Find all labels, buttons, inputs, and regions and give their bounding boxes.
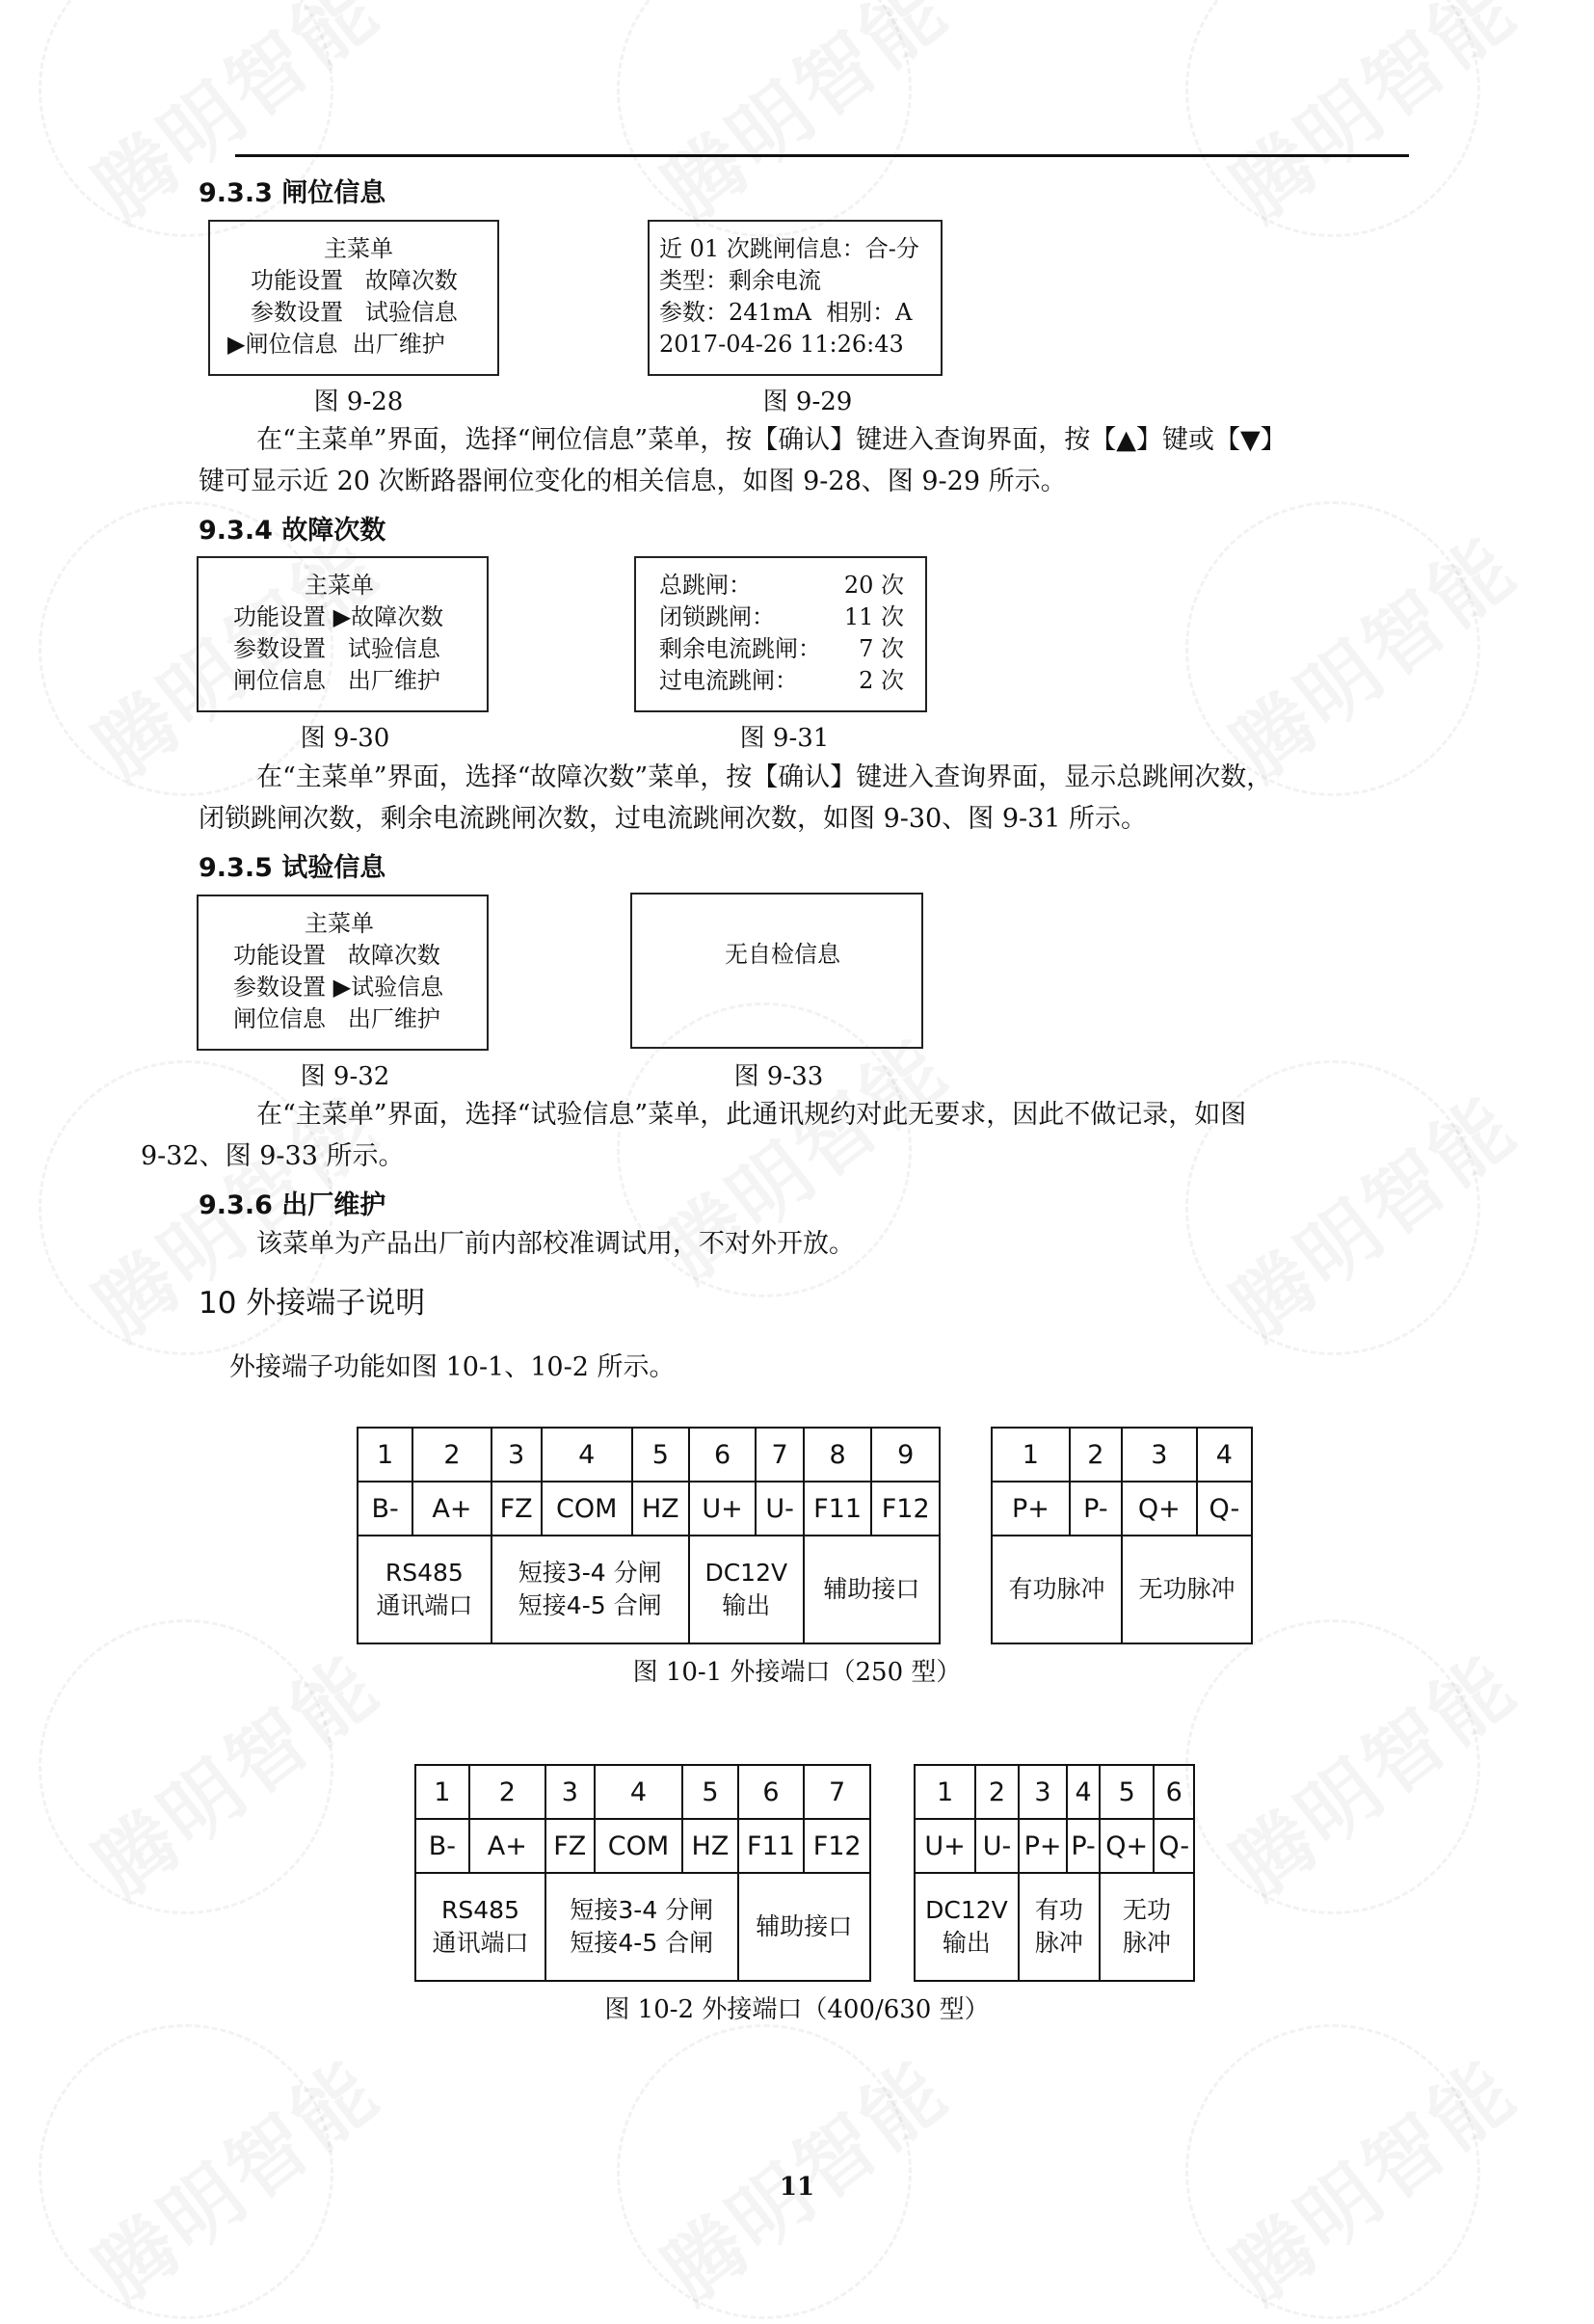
- terminal-group-desc: 短接3-4 分闸 短接4-5 合闸: [545, 1873, 738, 1981]
- terminal-number: 5: [1100, 1765, 1154, 1819]
- terminal-number: 3: [491, 1428, 542, 1482]
- terminal-number: 8: [804, 1428, 872, 1482]
- lcd-row: 参数设置 试验信息: [233, 635, 440, 662]
- terminal-name: B-: [415, 1819, 469, 1873]
- lcd-row: 参数设置 试验信息: [251, 299, 458, 326]
- terminal-number: 7: [804, 1765, 870, 1819]
- terminal-name: Q-: [1154, 1819, 1194, 1873]
- terminal-number: 3: [1019, 1765, 1067, 1819]
- terminal-name: Q+: [1100, 1819, 1154, 1873]
- terminal-group-desc: 无功 脉冲: [1100, 1873, 1194, 1981]
- watermark-seal: [617, 2024, 912, 2319]
- terminal-table-250-pulse: [991, 1427, 1253, 1644]
- section-heading-9-3-4: 9.3.4 故障次数: [199, 516, 386, 546]
- terminal-number: 2: [412, 1428, 491, 1482]
- section-heading-9-3-5: 9.3.5 试验信息: [199, 853, 386, 883]
- lcd-title: 主菜单: [305, 572, 374, 599]
- paragraph: [199, 419, 1405, 502]
- terminal-name: A+: [469, 1819, 545, 1873]
- terminal-group-desc: RS485 通讯端口: [415, 1873, 545, 1981]
- paragraph-line: 闭锁跳闸次数，剩余电流跳闸次数，过电流跳闸次数，如图 9-30、图 9-31 所示。: [199, 804, 1148, 834]
- terminal-name: F11: [804, 1482, 872, 1536]
- terminal-number: 5: [682, 1765, 737, 1819]
- figure-caption: 图 10-2 外接端口（400/630 型）: [604, 1995, 990, 2024]
- watermark-text: [636, 0, 967, 241]
- lcd-title: 主菜单: [324, 235, 393, 262]
- terminal-group-desc: 无功脉冲: [1122, 1536, 1252, 1643]
- terminal-table-250-main: [357, 1427, 941, 1644]
- terminal-table-400-pulse: [914, 1764, 1195, 1982]
- figure-caption: 图 9-32: [300, 1062, 390, 1091]
- lcd-label: 剩余电流跳闸：: [659, 635, 821, 662]
- terminal-name: B-: [358, 1482, 412, 1536]
- paragraph: [199, 757, 1405, 840]
- terminal-number: 1: [915, 1765, 975, 1819]
- paragraph-line: 9-32、图 9-33 所示。: [141, 1141, 405, 1171]
- paragraph-line: 在“主菜单”界面，选择“闸位信息”菜单，按【确认】键进入查询界面，按【▲】键或【▼】: [256, 425, 1287, 455]
- terminal-name: COM: [542, 1482, 632, 1536]
- terminal-name: P-: [1070, 1482, 1122, 1536]
- terminal-name: F11: [738, 1819, 805, 1873]
- terminal-name: Q+: [1122, 1482, 1197, 1536]
- lcd-row: 闸位信息 出厂维护: [233, 667, 440, 694]
- lcd-value: 20 次: [843, 572, 904, 599]
- terminal-group-desc: 短接3-4 分闸 短接4-5 合闸: [491, 1536, 689, 1643]
- watermark-seal: [617, 0, 912, 237]
- lcd-figure-9-32: [197, 895, 489, 1051]
- paragraph-line: 键可显示近 20 次断路器闸位变化的相关信息，如图 9-28、图 9-29 所示。: [199, 467, 1067, 496]
- terminal-group-desc: DC12V 输出: [689, 1536, 804, 1643]
- lcd-figure-9-31: [634, 556, 927, 712]
- watermark-seal: [1185, 0, 1480, 237]
- terminal-group-desc: 辅助接口: [738, 1873, 870, 1981]
- terminal-group-desc: 有功 脉冲: [1019, 1873, 1100, 1981]
- terminal-name: HZ: [682, 1819, 737, 1873]
- lcd-figure-9-30: [197, 556, 489, 712]
- terminal-name: U-: [975, 1819, 1019, 1873]
- figure-caption: 图 10-1 外接端口（250 型）: [632, 1658, 962, 1687]
- terminal-number: 1: [415, 1765, 469, 1819]
- figure-caption: 图 9-33: [733, 1062, 824, 1091]
- terminal-group-desc: 辅助接口: [804, 1536, 940, 1643]
- watermark-text: [1205, 0, 1535, 241]
- terminal-number: 6: [1154, 1765, 1194, 1819]
- page-number: 11: [779, 2173, 815, 2202]
- section-heading-9-3-3: 9.3.3 闸位信息: [199, 178, 386, 208]
- terminal-name: P+: [992, 1482, 1070, 1536]
- lcd-row: 闸位信息 出厂维护: [233, 1005, 440, 1032]
- lcd-figure-9-33: [630, 893, 923, 1049]
- terminal-name: Q-: [1197, 1482, 1252, 1536]
- paragraph-line: 在“主菜单”界面，选择“试验信息”菜单，此通讯规约对此无要求，因此不做记录，如图: [256, 1100, 1247, 1130]
- lcd-message: 无自检信息: [725, 941, 840, 968]
- terminal-name: COM: [595, 1819, 683, 1873]
- lcd-label: 闭锁跳闸：: [659, 603, 775, 630]
- lcd-row: 类型：剩余电流: [659, 267, 821, 294]
- terminal-name: FZ: [545, 1819, 595, 1873]
- lcd-figure-9-29: [648, 220, 943, 376]
- lcd-row: 功能设置 ▶故障次数: [233, 603, 444, 630]
- terminal-number: 3: [1122, 1428, 1197, 1482]
- terminal-name: FZ: [491, 1482, 542, 1536]
- lcd-value: 2 次: [859, 667, 904, 694]
- terminal-number: 7: [756, 1428, 803, 1482]
- lcd-label: 总跳闸：: [659, 572, 752, 599]
- figure-caption: 图 9-29: [762, 387, 853, 416]
- terminal-number: 4: [595, 1765, 683, 1819]
- paragraph: [141, 1094, 1405, 1177]
- lcd-row: 功能设置 故障次数: [233, 942, 440, 969]
- terminal-name: U+: [689, 1482, 757, 1536]
- header-rule: [235, 154, 1409, 157]
- figure-caption: 图 9-30: [300, 724, 390, 753]
- lcd-row: ▶闸位信息 出厂维护: [227, 331, 445, 358]
- paragraph: 外接端子功能如图 10-1、10-2 所示。: [229, 1352, 676, 1382]
- lcd-row: 近 01 次跳闸信息：合-分: [659, 235, 919, 262]
- terminal-number: 2: [975, 1765, 1019, 1819]
- terminal-group-desc: 有功脉冲: [992, 1536, 1122, 1643]
- terminal-number: 1: [358, 1428, 412, 1482]
- terminal-number: 2: [1070, 1428, 1122, 1482]
- watermark-seal: [1185, 501, 1480, 796]
- lcd-row: 2017-04-26 11:26:43: [659, 331, 904, 358]
- terminal-number: 4: [542, 1428, 632, 1482]
- lcd-figure-9-28: [208, 220, 499, 376]
- terminal-number: 2: [469, 1765, 545, 1819]
- figure-caption: 图 9-31: [739, 724, 830, 753]
- terminal-name: A+: [412, 1482, 491, 1536]
- terminal-number: 4: [1067, 1765, 1100, 1819]
- terminal-name: HZ: [632, 1482, 689, 1536]
- lcd-label: 过电流跳闸：: [659, 667, 798, 694]
- terminal-name: F12: [804, 1819, 870, 1873]
- paragraph-line: 在“主菜单”界面，选择“故障次数”菜单，按【确认】键进入查询界面，显示总跳闸次数，: [256, 762, 1273, 792]
- section-heading-9-3-6: 9.3.6 出厂维护: [199, 1190, 386, 1220]
- figure-caption: 图 9-28: [313, 387, 404, 416]
- lcd-row: 参数设置 ▶试验信息: [233, 974, 444, 1001]
- lcd-row: 功能设置 故障次数: [251, 267, 458, 294]
- terminal-name: P+: [1019, 1819, 1067, 1873]
- chapter-heading-10: 10 外接端子说明: [199, 1286, 426, 1321]
- watermark-seal: [39, 2024, 333, 2319]
- watermark-seal: [1185, 2024, 1480, 2319]
- lcd-value: 7 次: [859, 635, 904, 662]
- terminal-name: P-: [1067, 1819, 1100, 1873]
- terminal-number: 1: [992, 1428, 1070, 1482]
- lcd-row: 参数：241mA 相别：A: [659, 299, 913, 326]
- terminal-group-desc: RS485 通讯端口: [358, 1536, 491, 1643]
- terminal-number: 3: [545, 1765, 595, 1819]
- lcd-title: 主菜单: [305, 910, 374, 937]
- terminal-name: U+: [915, 1819, 975, 1873]
- lcd-value: 11 次: [843, 603, 904, 630]
- terminal-number: 4: [1197, 1428, 1252, 1482]
- terminal-number: 5: [632, 1428, 689, 1482]
- terminal-number: 6: [738, 1765, 805, 1819]
- terminal-name: U-: [756, 1482, 803, 1536]
- paragraph: 该菜单为产品出厂前内部校准调试用，不对外开放。: [256, 1229, 855, 1259]
- terminal-group-desc: DC12V 输出: [915, 1873, 1019, 1981]
- terminal-table-400-main: [414, 1764, 871, 1982]
- terminal-number: 9: [871, 1428, 940, 1482]
- terminal-name: F12: [871, 1482, 940, 1536]
- terminal-number: 6: [689, 1428, 757, 1482]
